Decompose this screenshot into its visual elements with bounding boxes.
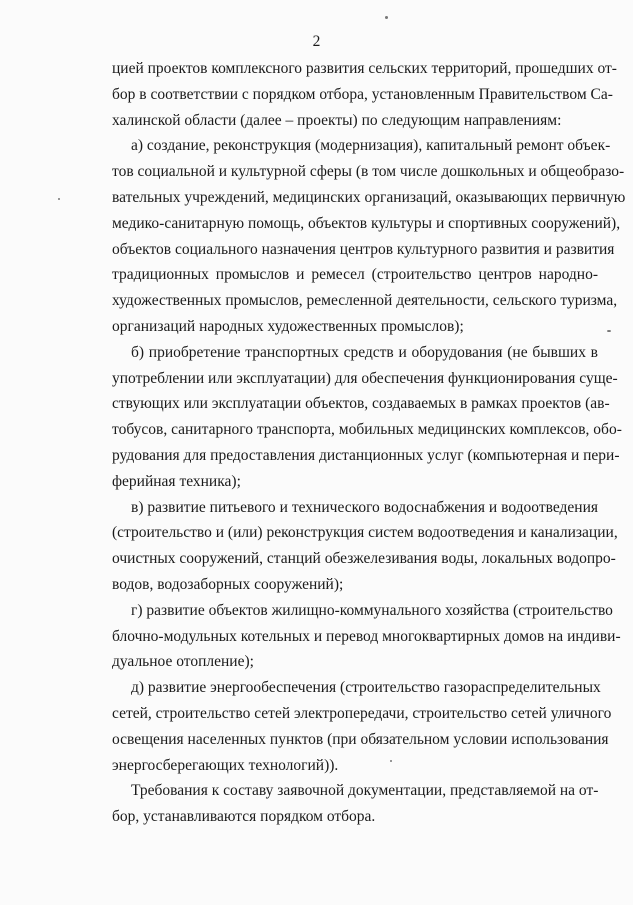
paragraph-intro-continuation xyxy=(112,56,617,133)
scan-speck xyxy=(58,198,60,200)
text-line: бор, устанавливаются порядком отбора. xyxy=(112,808,376,826)
scan-speck xyxy=(607,330,611,332)
text-line: в) развитие питьевого и технического водоснабжения и водоотведения xyxy=(131,498,598,516)
text-line: употреблении или эксплуатации) для обеспечения функционирования суще- xyxy=(112,369,618,387)
text-line: сетей, строительство сетей электропередачи, строительство сетей уличного xyxy=(112,704,612,722)
paragraph-requirements xyxy=(112,778,598,830)
text-line: Требования к составу заявочной документации, представляемой на от- xyxy=(131,782,599,800)
text-line: г) развитие объектов жилищно-коммунального хозяйства (строительство xyxy=(131,601,613,619)
text-line: ствующих или эксплуатации объектов, создаваемых в рамках проектов (ав- xyxy=(112,395,610,413)
text-line: организаций народных художественных промыслов); xyxy=(112,317,464,335)
text-line: тов социальной и культурной сферы (в том числе дошкольных и общеобразо- xyxy=(112,163,625,181)
text-line: очистных сооружений, станций обезжелезивания воды, локальных водопро- xyxy=(112,550,616,568)
text-line: блочно-модульных котельных и перевод многоквартирных домов на индиви- xyxy=(112,627,621,645)
paragraph-item-a xyxy=(112,133,626,339)
text-line: бор в соответствии с порядком отбора, установленным Правительством Са- xyxy=(112,85,613,103)
text-line: дуальное отопление); xyxy=(112,653,254,671)
text-line: д) развитие энергообеспечения (строительство газораспределительных xyxy=(131,679,601,697)
text-line: освещения населенных пунктов (при обязательном условии использования xyxy=(112,730,609,748)
text-line: ферийная техника); xyxy=(112,472,241,490)
text-line: а) создание, реконструкция (модернизация), капитальный ремонт объек- xyxy=(131,137,611,155)
paragraph-item-g xyxy=(112,598,621,675)
paragraph-item-d xyxy=(112,675,612,778)
scan-speck xyxy=(385,16,388,19)
text-line: цией проектов комплексного развития сельских территорий, прошедших от- xyxy=(112,60,617,77)
text-line: (строительство и (или) реконструкция систем водоотведения и канализации, xyxy=(112,524,618,542)
text-line: объектов социального назначения центров культурного развития и развития xyxy=(112,240,615,258)
text-line: тобусов, санитарного транспорта, мобильных медицинских комплексов, обо- xyxy=(112,421,622,439)
text-line: медико-санитарную помощь, объектов культуры и спортивных сооружений), xyxy=(112,214,621,232)
paragraph-item-v xyxy=(112,495,618,598)
paragraph-item-b xyxy=(112,340,622,495)
document-body xyxy=(112,56,626,830)
text-line: халинской области (далее – проекты) по следующим направлениям: xyxy=(112,111,562,129)
text-line: вательных учреждений, медицинских организаций, оказывающих первичную xyxy=(112,188,626,206)
text-line: энергосберегающих технологий)). xyxy=(112,756,339,774)
text-line: водов, водозаборных сооружений); xyxy=(112,575,344,593)
text-line: традиционных промыслов и ремесел (строительство центров народно- xyxy=(112,266,598,284)
page-number: 2 xyxy=(312,33,321,50)
text-line: рудования для предоставления дистанционных услуг (компьютерная и пери- xyxy=(112,446,620,464)
text-line: б) приобретение транспортных средств и оборудования (не бывших в xyxy=(131,343,598,361)
text-line: художественных промыслов, ремесленной деятельности, сельского туризма, xyxy=(112,292,618,310)
scan-speck xyxy=(390,760,392,762)
